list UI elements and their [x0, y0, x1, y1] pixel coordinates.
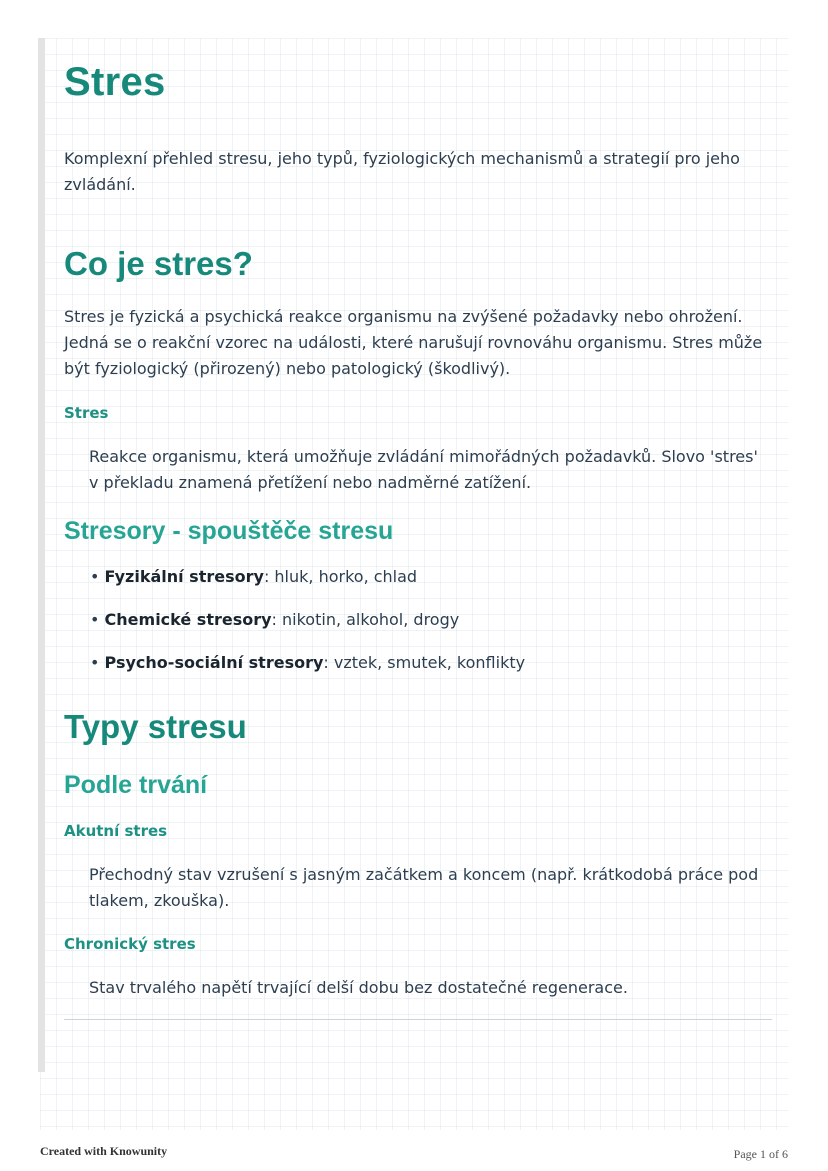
- list-item-text: : nikotin, alkohol, drogy: [271, 610, 460, 629]
- list-item-bold: Chemické stresory: [104, 610, 272, 629]
- term-stres-definition: Reakce organismu, která umožňuje zvládání mimořádných požadavků. Slovo 'stres' v překladu znamená přetížení nebo nadměrné zatížení.: [89, 447, 758, 492]
- list-item: • Psycho-sociální stresory: vztek, smutek, konflikty: [90, 653, 526, 672]
- footer-page-number: Page 1 of 6: [733, 1147, 788, 1161]
- list-item: • Fyzikální stresory: hluk, horko, chlad: [90, 567, 418, 586]
- term-chronicky-stres-definition: Stav trvalého napětí trvající delší dobu bez dostatečné regenerace.: [89, 978, 628, 997]
- term-akutni-stres: Akutní stres: [64, 822, 168, 840]
- subheading-podle-trvani: Podle trvání: [64, 771, 208, 799]
- section-heading-typy-stresu: Typy stresu: [64, 708, 247, 745]
- list-item-text: : vztek, smutek, konflikty: [323, 653, 526, 672]
- term-akutni-stres-definition: Přechodný stav vzrušení s jasným začátkem a koncem (např. krátkodobá práce pod tlakem, zkouška).: [89, 865, 759, 910]
- intro-paragraph: Komplexní přehled stresu, jeho typů, fyziologických mechanismů a strategií pro jeho zvládání.: [64, 149, 740, 194]
- footer-created: Created with Knowunity: [40, 1144, 168, 1158]
- page-title: Stres: [64, 60, 166, 104]
- subheading-stresory: Stresory - spouštěče stresu: [64, 517, 394, 545]
- section1-paragraph: Stres je fyzická a psychická reakce organismu na zvýšené požadavky nebo ohrožení. Jedná se o reakční vzorec na události, které narušují rovnováhu organismu. Stres může být fyziologický (přirozený) nebo patologický (škodlivý).: [64, 307, 763, 378]
- term-stres: Stres: [64, 404, 109, 422]
- list-item: • Chemické stresory: nikotin, alkohol, drogy: [90, 610, 460, 629]
- left-accent-bar: [38, 38, 45, 1072]
- divider: [64, 1019, 772, 1020]
- list-item-text: : hluk, horko, chlad: [263, 567, 418, 586]
- term-chronicky-stres: Chronický stres: [64, 935, 196, 953]
- list-item-bold: Psycho-sociální stresory: [104, 653, 324, 672]
- list-item-bold: Fyzikální stresory: [104, 567, 264, 586]
- section-heading-co-je-stres: Co je stres?: [64, 245, 253, 282]
